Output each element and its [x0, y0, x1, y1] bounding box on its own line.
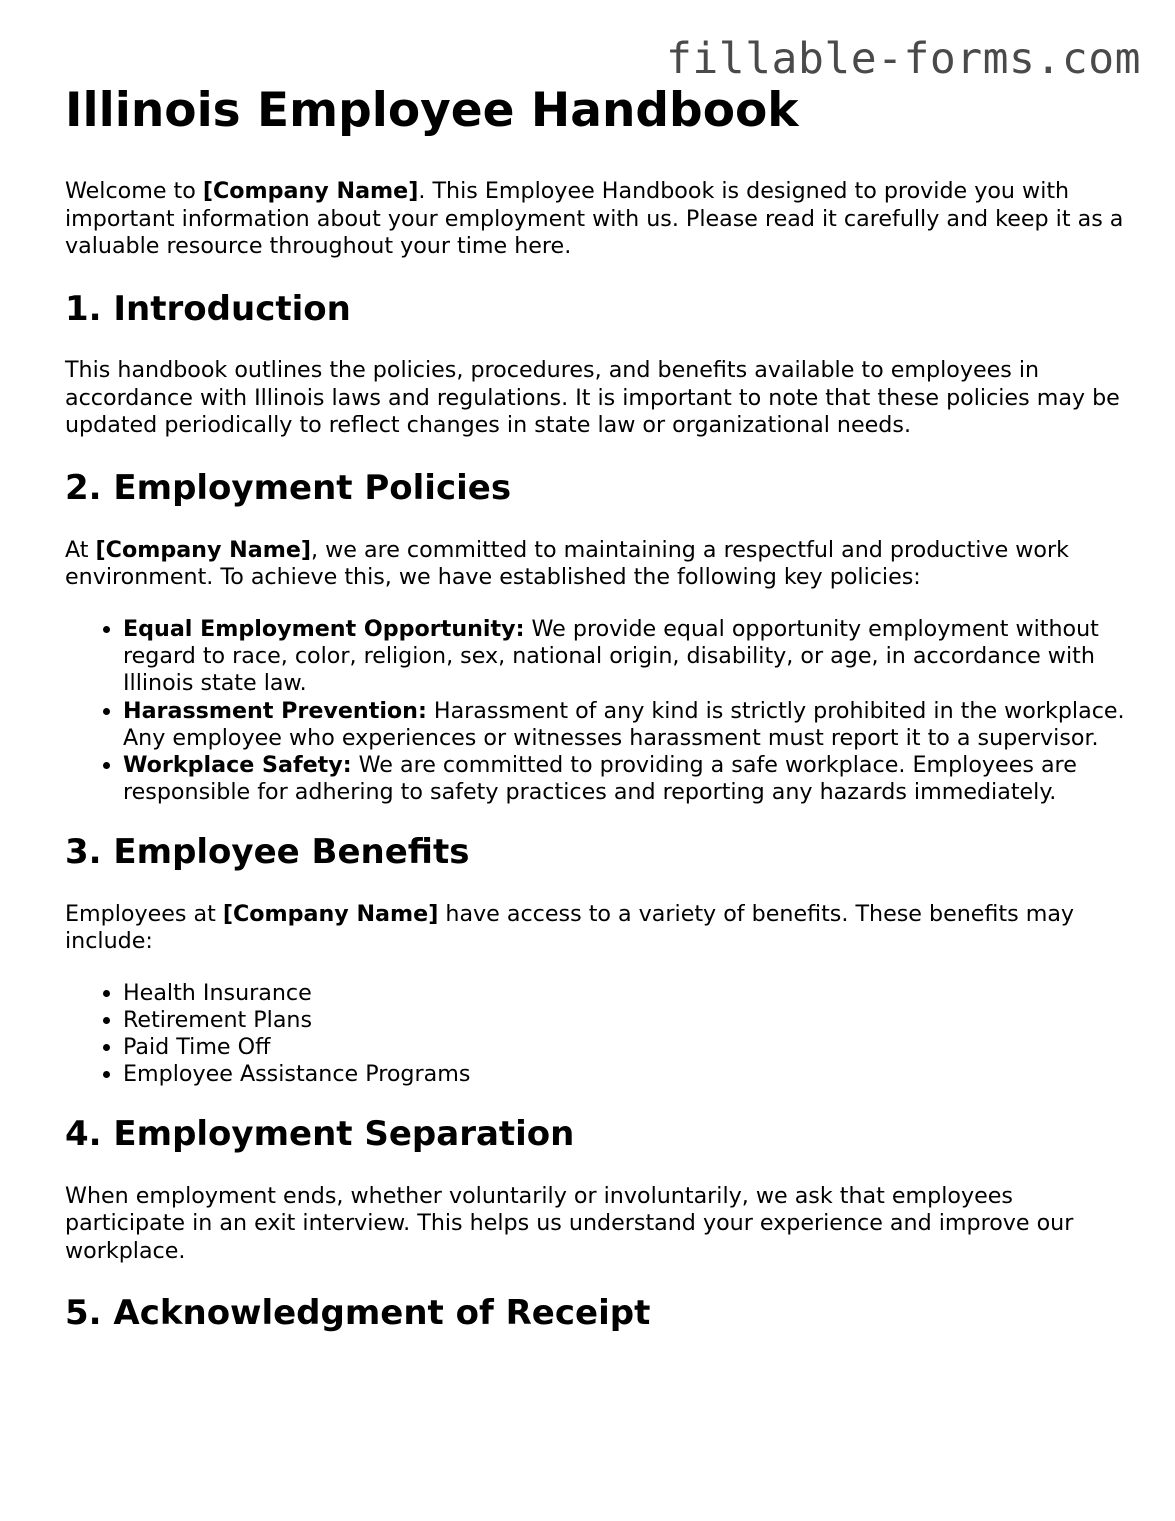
list-item	[123, 752, 1125, 807]
list-item: • Employee Assistance Programs	[123, 1061, 1125, 1088]
company-name-placeholder: [Company Name]	[202, 178, 419, 205]
intro-text-before: Welcome to	[65, 178, 203, 205]
section-heading-acknowledgment: 5. Acknowledgment of Receipt	[65, 1293, 651, 1333]
list-item: • Retirement Plans	[123, 1007, 1125, 1034]
list-item: • Health Insurance	[123, 980, 1125, 1007]
site-watermark: fillable-forms.com	[666, 34, 1141, 84]
section-benefits-body	[65, 901, 1125, 956]
benefits-text-after: have access to a variety of benefits. These benefits may include:	[65, 900, 1075, 955]
intro-paragraph	[65, 178, 1125, 261]
section-heading-introduction: 1. Introduction	[65, 288, 351, 329]
benefits-list	[65, 980, 1125, 1089]
list-item	[123, 616, 1125, 698]
list-item	[123, 698, 1125, 753]
policy-list	[65, 616, 1125, 807]
company-name-placeholder: [Company Name]	[222, 900, 439, 927]
section-introduction-body: This handbook outlines the policies, procedures, and benefits available to employees in accordance with Illinois laws and regulations. It is important to note that these policies may be updated periodically to reflect changes in state law or organizational needs.	[65, 357, 1120, 439]
policy-term: Equal Employment Opportunity:	[123, 615, 525, 642]
section-heading-employment-policies: 2. Employment Policies	[65, 467, 512, 508]
policies-text-after: , we are committed to maintaining a respectful and productive work environment. To achieve this, we have established the following key policies:	[65, 536, 1069, 591]
section-heading-employment-separation: 4. Employment Separation	[65, 1113, 575, 1154]
section-heading-employee-benefits: 3. Employee Benefits	[65, 831, 470, 872]
policy-text: We provide equal opportunity employment without regard to race, color, religion, sex, national origin, disability, or age, in accordance with Illinois state law.	[123, 615, 1099, 697]
document-page	[65, 84, 1125, 1362]
section-policies-body	[65, 537, 1125, 592]
page-title: Illinois Employee Handbook	[65, 83, 799, 138]
benefits-text-before: Employees at	[65, 900, 223, 927]
company-name-placeholder: [Company Name]	[95, 536, 312, 563]
policies-text-before: At	[65, 536, 96, 563]
section-separation-body: When employment ends, whether voluntarily or involuntarily, we ask that employees participate in an exit interview. This helps us understand your experience and improve our workplace.	[65, 1182, 1074, 1264]
policy-text: Harassment of any kind is strictly prohibited in the workplace. Any employee who experiences or witnesses harassment must report it to a supervisor.	[123, 697, 1125, 751]
list-item: • Paid Time Off	[123, 1034, 1125, 1061]
intro-text-after: . This Employee Handbook is designed to provide you with important information about your employment with us. Please read it carefully and keep it as a valuable resource throughout your time here.	[65, 178, 1124, 260]
policy-term: Workplace Safety:	[123, 752, 352, 779]
policy-text: We are committed to providing a safe workplace. Employees are responsible for adhering to safety practices and reporting any hazards immediately.	[123, 752, 1077, 806]
policy-term: Harassment Prevention:	[123, 697, 427, 724]
